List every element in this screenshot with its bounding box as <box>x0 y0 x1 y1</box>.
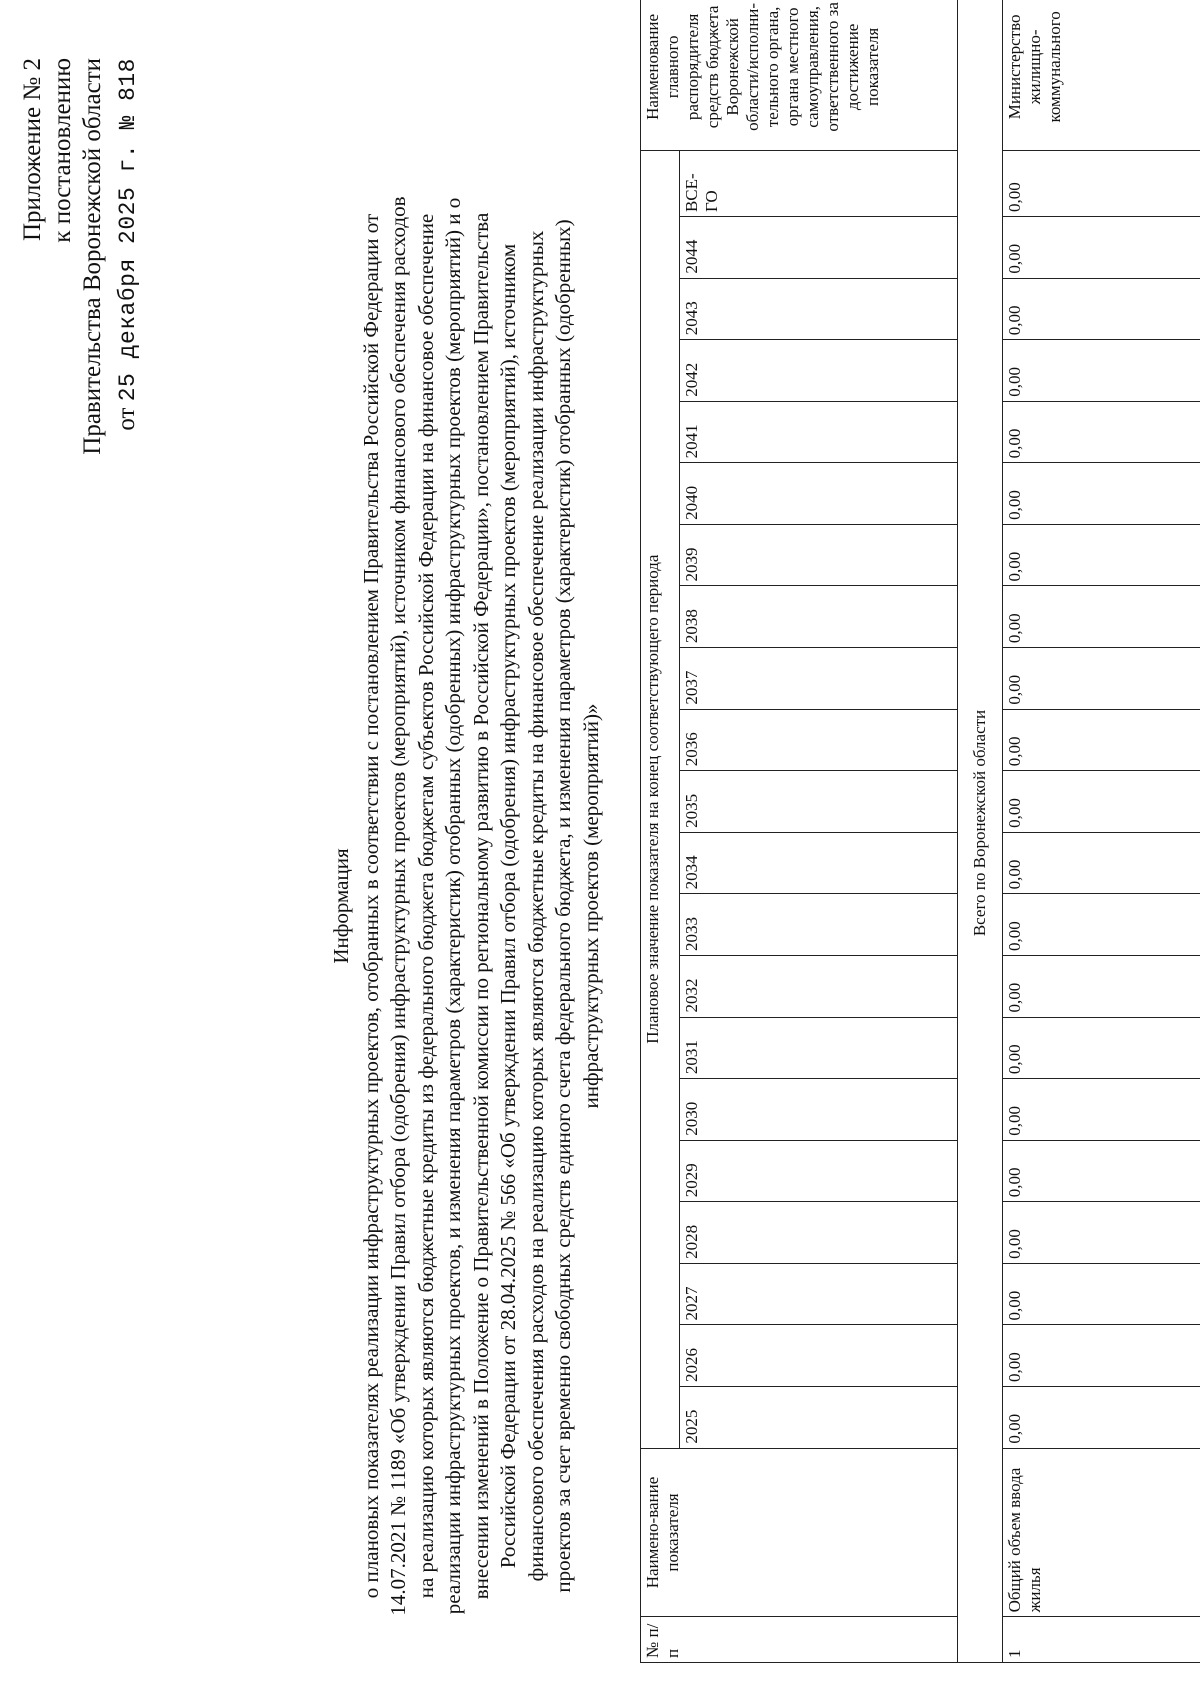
appendix-line-2: к постановлению <box>49 58 76 243</box>
year-header-6: 2031 <box>679 1017 957 1079</box>
row-value-17: 0,00 <box>1002 340 1200 402</box>
year-header-12: 2037 <box>679 648 957 710</box>
year-header-8: 2033 <box>679 894 957 956</box>
row-value-16: 0,00 <box>1002 401 1200 463</box>
year-header-1: 2026 <box>679 1325 957 1387</box>
heading-title: Информация <box>329 848 353 964</box>
row-value-0: 0,00 <box>1002 1387 1200 1449</box>
year-header-11: 2036 <box>679 709 957 771</box>
header-name: Наимено-вание показателя <box>641 1448 958 1617</box>
row-value-9: 0,00 <box>1002 832 1200 894</box>
row-num: 1 <box>1002 1617 1200 1663</box>
header-responsible: Наименование главного распорядителя средств бюджета Воронежской области/исполни-тельного органа, органа местного самоуправления, ответственного за достижение показателя <box>641 0 958 150</box>
year-header-10: 2035 <box>679 771 957 833</box>
row-name: Общий объем ввода жилья <box>1002 1448 1200 1617</box>
section-row <box>957 0 1002 1663</box>
year-header-0: 2025 <box>679 1387 957 1449</box>
section-label: Всего по Воронежской области <box>957 0 1002 1663</box>
year-header-13: 2038 <box>679 586 957 648</box>
header-plan: Плановое значение показателя на конец соответствующего периода <box>641 150 680 1448</box>
row-responsible: Министерство жилищно-коммунального <box>1002 0 1200 150</box>
document-heading <box>328 196 605 1616</box>
row-value-5: 0,00 <box>1002 1079 1200 1141</box>
row-value-2: 0,00 <box>1002 1263 1200 1325</box>
indicators-table-wrap <box>640 0 1200 1706</box>
appendix-date <box>112 58 143 455</box>
year-header-3: 2028 <box>679 1202 957 1264</box>
year-header-2: 2027 <box>679 1263 957 1325</box>
appendix-line-3: Правительства Воронежской области <box>79 58 106 455</box>
row-value-15: 0,00 <box>1002 463 1200 525</box>
row-value-6: 0,00 <box>1002 1017 1200 1079</box>
row-value-10: 0,00 <box>1002 771 1200 833</box>
appendix-line-1: Приложение № 2 <box>19 58 46 242</box>
year-header-20: ВСЕ-ГО <box>679 150 957 216</box>
date-prefix: от <box>113 407 140 431</box>
date-value: 25 декабря 2025 г. № 818 <box>115 58 141 402</box>
header-row-years <box>679 0 957 1663</box>
year-header-18: 2043 <box>679 278 957 340</box>
appendix-block <box>18 58 143 455</box>
year-header-7: 2032 <box>679 955 957 1017</box>
year-header-15: 2040 <box>679 463 957 525</box>
row-value-18: 0,00 <box>1002 278 1200 340</box>
year-header-9: 2034 <box>679 832 957 894</box>
row-value-4: 0,00 <box>1002 1140 1200 1202</box>
row-value-11: 0,00 <box>1002 709 1200 771</box>
heading-body: о плановых показателях реализации инфраструктурных проектов, отобранных в соответствии с постановлением Правительства Российской Федерации от 14.07.2021 № 1189 «Об утверждении Правил отбора (одобрения) инфраструктурных проектов (мероприятий), источником финансового обеспечения расходов на реализацию которых являются бюджетные кредиты из федерального бюджета бюджетам субъектов Российской Федерации на финансовое обеспечение реализации инфраструктурных проектов, и изменения параметров (характеристик) отобранных (одобренных) инфраструктурных проектов (мероприятий) и о внесении изменений в Положение о Правительственной комиссии по региональному развитию в Российской Федерации», постановлением Правительства Российской Федерации от 28.04.2025 № 566 «Об утверждении Правил отбора (одобрения) инфраструктурных проектов (мероприятий), источником финансового обеспечения расходов на реализацию которых являются бюджетные кредиты на финансовое обеспечение реализации инфраструктурных проектов за счет временно свободных средств единого счета федерального бюджета, и изменения параметров (характеристик) отобранных (одобренных) инфраструктурных проектов (мероприятий)» <box>358 196 603 1616</box>
row-value-3: 0,00 <box>1002 1202 1200 1264</box>
year-header-5: 2030 <box>679 1079 957 1141</box>
header-row-1 <box>641 0 680 1663</box>
row-value-19: 0,00 <box>1002 217 1200 279</box>
year-header-16: 2041 <box>679 401 957 463</box>
indicators-table <box>640 0 1200 1663</box>
table-row <box>1002 0 1200 1663</box>
row-value-20: 0,00 <box>1002 150 1200 216</box>
row-value-8: 0,00 <box>1002 894 1200 956</box>
year-header-17: 2042 <box>679 340 957 402</box>
row-value-12: 0,00 <box>1002 648 1200 710</box>
header-num: № п/п <box>641 1617 958 1663</box>
row-value-14: 0,00 <box>1002 524 1200 586</box>
year-header-14: 2039 <box>679 524 957 586</box>
row-value-1: 0,00 <box>1002 1325 1200 1387</box>
year-header-19: 2044 <box>679 217 957 279</box>
row-value-13: 0,00 <box>1002 586 1200 648</box>
row-value-7: 0,00 <box>1002 955 1200 1017</box>
year-header-4: 2029 <box>679 1140 957 1202</box>
